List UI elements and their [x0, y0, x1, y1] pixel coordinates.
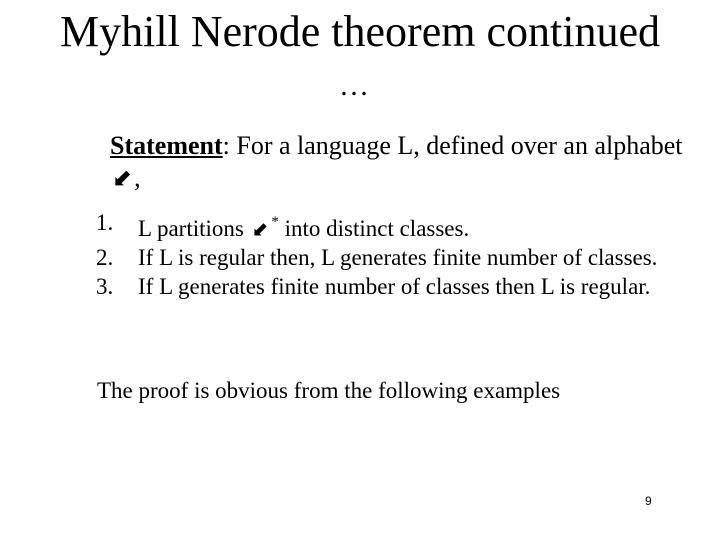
statement-paragraph — [110, 130, 700, 194]
list-item-text: If L is regular then, L generates finite number of classes. — [138, 245, 658, 270]
list-item-text: If L generates finite number of classes then L is regular. — [138, 274, 651, 299]
page-number: 9 — [645, 494, 652, 508]
alphabet-symbol-icon: ⬋ — [251, 217, 269, 241]
kleene-star: * — [271, 214, 279, 230]
alphabet-symbol-icon: ⬋ — [112, 164, 133, 192]
list-item-text-end: into distinct classes. — [284, 216, 470, 241]
slide-title: Myhill Nerode theorem continued — [60, 7, 660, 56]
list-item-text — [138, 208, 676, 243]
list-item — [96, 272, 676, 301]
statement-comma: , — [134, 163, 141, 192]
list-item — [96, 243, 676, 272]
statement-text: : For a language L, defined over an alphabet — [222, 131, 683, 160]
list-item-text-start: L partitions — [138, 216, 244, 241]
list-item-number: 1. — [96, 210, 114, 235]
theorem-list — [96, 208, 676, 301]
statement-label: Statement — [110, 131, 223, 160]
list-item-number: 2. — [96, 245, 114, 270]
slide-title-ellipsis: … — [339, 69, 371, 102]
list-item-number: 3. — [96, 274, 114, 299]
proof-note: The proof is obvious from the following examples — [97, 378, 561, 403]
list-item — [96, 208, 676, 243]
